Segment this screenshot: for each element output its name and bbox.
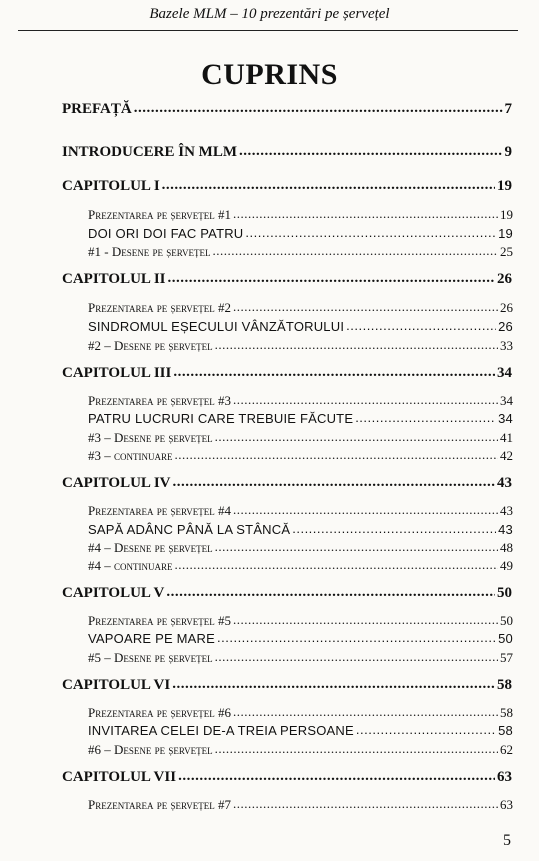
toc-entry [88,338,513,354]
dot-leader [346,318,496,333]
toc-page: 26 [500,300,513,315]
toc-entry [88,393,513,409]
toc-entry [88,723,513,738]
toc-chapter-3 [62,365,512,382]
header-rule [18,30,518,31]
toc-chapter-2 [62,271,512,288]
toc-label: INVITAREA CELEI DE-A TREIA PERSOANE [88,723,354,738]
toc-label: Prezentarea pe șervețel #5 [88,613,232,628]
toc-label: #3 – continuare [88,448,173,463]
toc-page: 63 [500,797,513,812]
dot-leader [168,270,495,287]
dot-leader [173,474,495,491]
dot-leader [233,206,498,222]
toc-page: 19 [497,178,512,194]
toc-label: SINDROMUL EȘECULUI VÂNZĂTORULUI [88,319,345,334]
dot-leader [172,676,495,693]
toc-page: 25 [500,244,513,259]
toc-label: VAPOARE PE MARE [88,631,216,646]
toc-page: 58 [497,677,512,693]
toc-page: 49 [500,558,513,573]
dot-leader [215,741,498,757]
dot-leader [233,612,498,628]
toc-entry [88,503,513,519]
toc-label: CAPITOLUL I [62,178,160,194]
dot-leader [233,299,498,315]
toc-label: #6 – Desene pe șervețel [88,742,213,757]
toc-entry [88,742,513,758]
toc-page: 48 [500,540,513,555]
toc-label: Prezentarea pe șervețel #7 [88,797,232,812]
dot-leader [356,722,496,737]
toc-page: 58 [500,705,513,720]
dot-leader [175,557,499,573]
dot-leader [233,502,498,518]
toc-label: #4 – continuare [88,558,173,573]
toc-label: #5 – Desene pe șervețel [88,650,213,665]
toc-page: 57 [500,650,513,665]
toc-label: CAPITOLUL II [62,271,166,287]
page-title: CUPRINS [201,58,338,91]
toc-page: 50 [497,585,512,601]
dot-leader [215,649,498,665]
toc-entry [88,430,513,446]
toc-entry [88,797,513,813]
toc-entry [88,613,513,629]
toc-page: 34 [497,365,512,381]
toc-page: 50 [498,631,513,646]
toc-page: 33 [500,338,513,353]
toc-label: #4 – Desene pe șervețel [88,540,213,555]
toc-entry [88,448,513,464]
toc-page: 19 [498,226,513,241]
toc-entry [88,650,513,666]
toc-page: 9 [504,144,512,160]
toc-entry [88,244,513,260]
toc-entry [88,319,513,334]
toc-page: 41 [500,430,513,445]
toc-entry [88,631,513,646]
dot-leader [178,768,495,785]
dot-leader [292,521,496,536]
toc-label: CAPITOLUL III [62,365,172,381]
page-number: 5 [503,832,511,849]
toc-label: Prezentarea pe șervețel #1 [88,207,232,222]
toc-page: 19 [500,207,513,222]
dot-leader [175,447,499,463]
dot-leader [239,143,502,160]
toc-entry [88,300,513,316]
toc-label: CAPITOLUL V [62,585,165,601]
toc-label: #1 - Desene pe șervețel [88,244,211,259]
toc-page: 43 [498,522,513,537]
toc-entry [88,226,513,241]
toc-label: SAPĂ ADÂNC PÂNĂ LA STÂNCĂ [88,522,291,537]
running-header: Bazele MLM – 10 prezentări pe șervețel [149,6,390,22]
dot-leader [162,177,495,194]
dot-leader [245,225,496,240]
dot-leader [233,796,498,812]
dot-leader [215,337,498,353]
dot-leader [215,429,498,445]
dot-leader [233,392,498,408]
toc-entry [88,558,513,574]
toc-entry [88,522,513,537]
dot-leader [166,584,495,601]
toc-entry [88,540,513,556]
toc-label: CAPITOLUL IV [62,475,171,491]
toc-page: 43 [500,503,513,518]
toc-page: 62 [500,742,513,757]
toc-label: PREFAȚĂ [62,101,132,117]
toc-page: 7 [504,101,512,117]
toc-entry-prefata [62,101,512,118]
toc-page: 50 [500,613,513,628]
toc-entry-introducere [62,144,512,161]
toc-label: INTRODUCERE ÎN MLM [62,144,238,160]
toc-chapter-6 [62,677,512,694]
toc-chapter-4 [62,475,512,492]
toc-label: Prezentarea pe șervețel #6 [88,705,232,720]
toc-label: Prezentarea pe șervețel #4 [88,503,232,518]
toc-label: #2 – Desene pe șervețel [88,338,213,353]
toc-page: 63 [497,769,512,785]
toc-page: 34 [500,393,513,408]
toc-label: CAPITOLUL VI [62,677,171,693]
toc-label: Prezentarea pe șervețel #2 [88,300,232,315]
toc-label: Prezentarea pe șervețel #3 [88,393,232,408]
dot-leader [173,364,495,381]
dot-leader [134,100,503,117]
toc-page: 42 [500,448,513,463]
toc-page: 34 [498,411,513,426]
toc-entry [88,705,513,721]
dot-leader [217,630,496,645]
dot-leader [213,243,499,259]
toc-label: CAPITOLUL VII [62,769,177,785]
toc-label: PATRU LUCRURI CARE TREBUIE FĂCUTE [88,411,354,426]
toc-label: DOI ORI DOI FAC PATRU [88,226,244,241]
toc-page: 43 [497,475,512,491]
toc-chapter-5 [62,585,512,602]
dot-leader [215,539,498,555]
toc-entry [88,207,513,223]
toc-page: 26 [498,319,513,334]
toc-chapter-7 [62,769,512,786]
toc-entry [88,411,513,426]
toc-chapter-1 [62,178,512,195]
toc-page: 26 [497,271,512,287]
toc-page: 58 [498,723,513,738]
toc-label: #3 – Desene pe șervețel [88,430,213,445]
dot-leader [233,704,498,720]
dot-leader [355,410,496,425]
